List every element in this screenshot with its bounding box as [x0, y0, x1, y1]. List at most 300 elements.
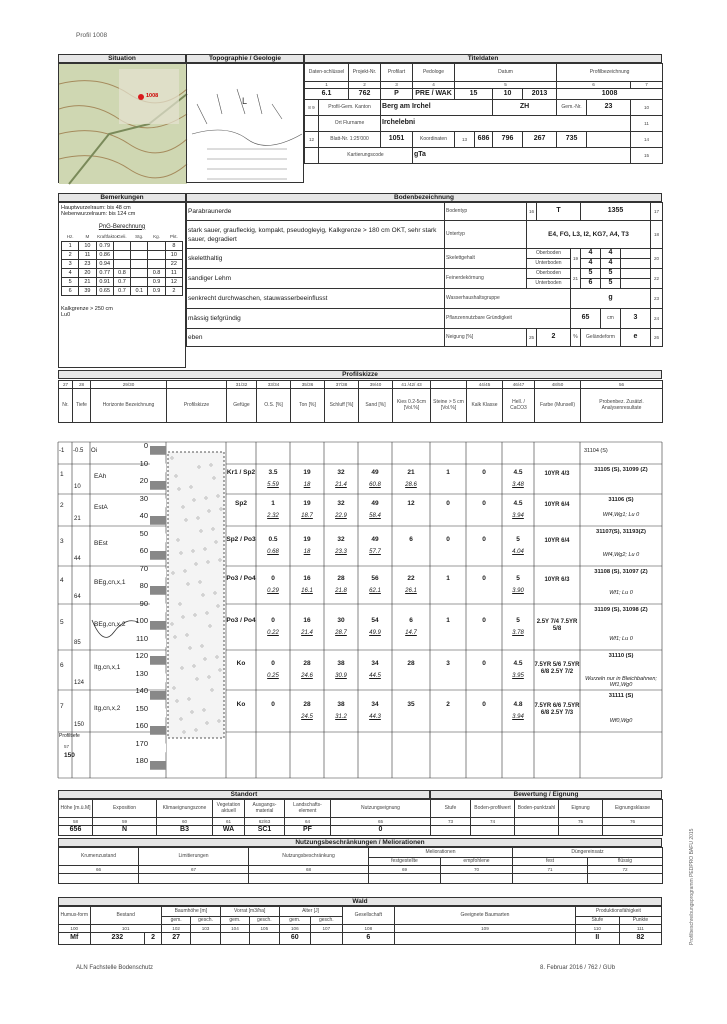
profil-head: Kies 0.2-5cm [Vol.%] [393, 389, 431, 423]
standort-v: 0 [331, 826, 431, 836]
bew-num: 74 [471, 818, 515, 826]
profiltiefe-label: Profiltiefe [59, 733, 80, 739]
pnd-cell [131, 251, 148, 260]
horizon-bez: BEst [94, 540, 108, 547]
num: 109 [395, 925, 576, 933]
horizon-probe: 31110 (S) [608, 653, 634, 659]
pnd-cell: 0.8 [113, 269, 130, 278]
scale-band [150, 551, 166, 560]
koord-3: 267 [523, 132, 557, 148]
num: 110 [575, 925, 619, 933]
oi-tiefe: -0.5 [73, 448, 84, 454]
scale-label: 80 [139, 581, 148, 590]
num: 25 [527, 329, 537, 347]
horizon-sand: 34 [371, 701, 379, 708]
pfl-class: 3 [621, 309, 651, 329]
num: 24 [651, 309, 663, 329]
horizon-schl: 32 [337, 536, 345, 543]
feinerde-label: Feinerdekörnung [445, 269, 527, 289]
neigung-label: Neigung [%] [445, 329, 527, 347]
pnd-cell: 0.91 [96, 278, 113, 287]
scale-band [150, 464, 166, 473]
pfl-unit: cm [601, 309, 621, 329]
horizon-ton-lab: 18.7 [301, 513, 313, 519]
scale-band [150, 604, 166, 613]
bew-num: 73 [431, 818, 471, 826]
nutz-num: 72 [588, 866, 663, 874]
horizon-ton-lab: 18 [303, 549, 311, 555]
th-empfohlen: empfohlene [441, 858, 513, 866]
bez-row7: eben [187, 329, 445, 347]
bez-row2: stark sauer, graufleckig, kompakt, pseudogleyig, Kalkgrenze > 180 cm OKT, sehr stark sauer, degradiert [187, 221, 445, 249]
profil-head-num: 29/30 [91, 381, 167, 389]
wald-bestand2: 2 [145, 933, 162, 945]
scale-band [150, 761, 166, 770]
horizon-ph-lab: 3.95 [512, 673, 524, 679]
scale-label: 140 [135, 686, 148, 695]
standort-h: Landschafts-element [285, 800, 331, 818]
bew-head: Boden-punktzahl [515, 800, 559, 818]
horizon-nr: 5 [60, 619, 64, 626]
svg-text:L: L [242, 96, 248, 106]
num: 108 [342, 925, 395, 933]
num: 17 [651, 203, 663, 221]
profil-head-num: 48/50 [535, 381, 581, 389]
horizon-sand-lab: 58.4 [369, 513, 381, 519]
wald-table [58, 906, 662, 945]
horizon-st: 1 [446, 575, 450, 582]
horizon-st: 0 [446, 536, 450, 543]
topo-sketch [186, 63, 304, 183]
num: 103 [191, 925, 220, 933]
horizon-probe: 31105 (S), 31099 (Z) [594, 467, 648, 473]
scale-band [150, 691, 166, 700]
pnd-cell: 8 [165, 242, 182, 251]
nutz-num: 70 [441, 866, 513, 874]
num: 12 [305, 132, 319, 148]
standort-n: 64 [285, 818, 331, 826]
num: 16 [527, 203, 537, 221]
bez-row4: sandiger Lehm [187, 269, 445, 289]
th-profilart: Profilart [381, 64, 413, 82]
wald-punkte: 82 [619, 933, 661, 945]
pnd-cell [113, 260, 130, 269]
wasser-value: g [571, 289, 651, 309]
horizon-farbe: 10YR 6/4 [544, 502, 570, 508]
bemerk-line2: Nebenwurzelraum: bis 124 cm [61, 211, 136, 218]
horizon-ph: 4.8 [513, 701, 523, 708]
bew-num: 75 [559, 818, 603, 826]
horizon-farbe: 7.5YR 6/6 7.5YR 6/8 2.5Y 7/3 [534, 703, 580, 716]
koord-4: 735 [557, 132, 587, 148]
skel-ub-1: 4 [581, 259, 601, 269]
blatt-label: Blatt-Nr. 1:25'000 [319, 132, 381, 148]
standort-v: SC1 [245, 826, 285, 836]
standort-v: B3 [157, 826, 213, 836]
profil-head-num: 46/47 [503, 381, 535, 389]
horizon-farbe: 7.5YR 5/6 7.5YR 6/8 2.5Y 7/2 [534, 662, 580, 675]
num: 102 [161, 925, 190, 933]
pnd-cell: 2 [165, 287, 182, 296]
horizon-ton: 16 [303, 575, 311, 582]
horizon-schl-lab: 31.2 [335, 714, 347, 720]
pnd-cell [131, 260, 148, 269]
profil-head: Profilskizze [167, 389, 227, 423]
horizon-os-lab: 2.32 [267, 513, 279, 519]
th-bestand: Bestand [90, 907, 161, 925]
horizon-gef: Ko [236, 701, 246, 708]
num: 3 [381, 82, 413, 89]
horizon-schl-lab: 21.4 [335, 482, 347, 488]
profil-head: Horizonte Bezeichnung [91, 389, 167, 423]
horizon-probe-note: Wf4,Wg2; Lu 0 [602, 552, 640, 558]
scale-band [150, 534, 166, 543]
horizon-ton: 28 [303, 701, 311, 708]
wald-alter: 60 [279, 933, 311, 945]
skel-ob-1: 4 [581, 249, 601, 259]
horizon-probe-note: Wf1; Lu 0 [609, 590, 633, 596]
gem-label: Profil-Gem. Kanton [319, 100, 381, 116]
profil-head: Kalk Klasse [467, 389, 503, 423]
horizon-ph-lab: 3.78 [512, 630, 524, 636]
horizon-bez: BEg,cn,x,1 [94, 579, 126, 586]
profil-head-num: 33/34 [257, 381, 291, 389]
bodenbez-header: Bodenbezeichnung [186, 193, 662, 202]
horizon-ton: 16 [303, 617, 311, 624]
scale-band [150, 639, 166, 648]
situation-map [58, 63, 186, 183]
pnd-cell: 11 [165, 269, 182, 278]
num: 104 [220, 925, 249, 933]
scale-band [150, 481, 166, 490]
wald-header: Wald [58, 897, 662, 906]
num: 107 [311, 925, 343, 933]
horizon-kies: 6 [409, 536, 413, 543]
titledata-table [304, 63, 663, 164]
standort-v: 656 [59, 826, 93, 836]
profil-head: Probenbez. Zusätzl. Analysenresultate [581, 389, 663, 423]
num: 2 [349, 82, 381, 89]
horizon-kies-lab: 26.1 [405, 588, 417, 594]
bodentyp-label: Bodentyp [445, 203, 527, 221]
pnd-cell [148, 251, 165, 260]
horizon-probe: 31106 (S) [608, 497, 634, 503]
horizon-probe-note: Wurzeln nur in Bleichbahnen; Wf1,Wg0 [585, 676, 657, 688]
pnd-cell [148, 242, 165, 251]
horizon-kies: 35 [407, 701, 415, 708]
horizon-os-lab: 0.68 [267, 549, 279, 555]
profil-body [58, 442, 662, 778]
profil-head-num: 41 /42/ 43 [393, 381, 431, 389]
num: 11 [631, 116, 663, 132]
scale-label: 60 [139, 546, 148, 555]
th-baumarten: Geeignete Baumarten [395, 907, 576, 925]
profil-head-table [58, 380, 663, 423]
th-gem: gem. [161, 917, 190, 925]
horizon-st: 1 [446, 617, 450, 624]
bez-row6: mässig tiefgründig [187, 309, 445, 329]
horizon-gef: Sp2 / Po3 [226, 536, 256, 543]
scale-label: 180 [135, 756, 148, 765]
scale-band [150, 674, 166, 683]
num: 13 [455, 132, 475, 148]
blatt-value: 1051 [381, 132, 413, 148]
horizon-tiefe: 124 [74, 680, 85, 686]
th-gesellschaft: Gesellschaft [342, 907, 395, 925]
standort-n: 65 [331, 818, 431, 826]
oberboden-label: Oberboden [527, 249, 571, 259]
pnd-cell [113, 251, 130, 260]
horizon-tiefe: 150 [74, 722, 85, 728]
bodenbez-table [186, 202, 663, 347]
profil-head: Gefüge [227, 389, 257, 423]
num: 7 [631, 82, 663, 89]
wasser-label: Wasserhaushaltsgruppe [445, 289, 571, 309]
bew-head: Eignungsklasse [603, 800, 663, 818]
sketch-column [168, 452, 224, 738]
horizon-st: 3 [446, 660, 450, 667]
horizon-tiefe: 64 [74, 594, 81, 600]
val-monat: 10 [493, 89, 523, 100]
pnd-cell: 2 [62, 251, 79, 260]
horizon-os: 0 [271, 701, 275, 708]
pnd-cell: 20 [79, 269, 96, 278]
horizon-os-lab: 0.22 [267, 630, 279, 636]
pnd-head: Stg. [135, 234, 144, 240]
horizon-schl-lab: 21.8 [335, 588, 347, 594]
num: 26 [651, 329, 663, 347]
bemerk-header: Bemerkungen [58, 193, 186, 202]
bew-num [515, 818, 559, 826]
standort-header: Standort [58, 790, 430, 799]
pnd-cell [148, 260, 165, 269]
horizon-kies: 28 [407, 660, 415, 667]
horizon-kalk: 0 [482, 701, 486, 708]
titledata-header: Titeldaten [304, 54, 662, 63]
profiltiefe-num: 57 [64, 744, 70, 749]
th-vorrat: Vorrat [m3/ha] [220, 907, 279, 917]
horizon-kies: 21 [407, 469, 415, 476]
num: 100 [59, 925, 91, 933]
horizon-ph: 5 [516, 575, 520, 582]
pfl-value: 65 [571, 309, 601, 329]
oi-bez: Oi [91, 448, 97, 454]
koord-1: 686 [475, 132, 493, 148]
num: 10 [631, 100, 663, 116]
scale-band [150, 499, 166, 508]
num: 21 [571, 269, 581, 289]
pnd-cell: 0.8 [148, 269, 165, 278]
horizon-ph-lab: 3.94 [512, 714, 524, 720]
nutz-num: 71 [513, 866, 588, 874]
horizon-kies: 12 [407, 500, 415, 507]
topo-drawing [187, 64, 305, 184]
gemnr-value: 23 [587, 100, 631, 116]
pnd-cell: 6 [62, 287, 79, 296]
scale-band [150, 726, 166, 735]
scale-label: 10 [139, 458, 148, 468]
pnd-cell: 1 [62, 242, 79, 251]
standort-table [58, 799, 431, 836]
pnd-head: Hz. [66, 234, 74, 240]
profil-head-num [431, 381, 467, 389]
koord-label: Koordinaten [413, 132, 455, 148]
num: 20 [651, 249, 663, 269]
horizon-nr: 1 [60, 471, 64, 478]
horizon-tiefe: 44 [74, 556, 81, 562]
horizon-bez: EstA [94, 504, 108, 511]
standort-h: Höhe [m.ü.M] [59, 800, 93, 818]
profil-head-num: 28 [73, 381, 91, 389]
num: 5 [455, 82, 557, 89]
th-fluessig: flüssig [588, 858, 663, 866]
nutz-num: 67 [139, 866, 249, 874]
horizon-gef: Ko [236, 660, 246, 667]
kart-label: Kartierungscode [319, 148, 413, 164]
horizon-ph: 4.5 [513, 469, 523, 476]
horizon-probe: 31111 (S) [608, 693, 634, 699]
profile-label: Profil 1008 [76, 32, 108, 39]
unterboden-label: Unterboden [527, 259, 571, 269]
horizon-ph-lab: 3.48 [512, 482, 524, 488]
scale-label: 20 [139, 476, 148, 485]
bew-num: 76 [603, 818, 663, 826]
horizon-sand: 49 [371, 469, 379, 476]
unterboden-label: Unterboden [527, 279, 571, 289]
pnd-head: Geli. [117, 234, 127, 240]
th-produktion: Produktionsfähigkeit [575, 907, 661, 917]
horizon-ton-lab: 21.4 [301, 630, 313, 636]
profil-head-num: 31/32 [227, 381, 257, 389]
fein-ub-2: 5 [601, 279, 621, 289]
bez-row5: senkrecht durchwaschen, stauwasserbeeinflusst [187, 289, 445, 309]
val-profilbezeichnung: 1008 [557, 89, 663, 100]
horizon-bez: EAh [94, 473, 107, 480]
horizon-os-lab: 0.29 [267, 588, 279, 594]
pfl-label: Pflanzennutzbare Gründigkeit [445, 309, 571, 329]
horizon-farbe: 2.5Y 7/4 7.5YR 5/8 [536, 619, 578, 632]
num: 14 [631, 132, 663, 148]
horizon-probe-note: Wf4,Wg1; Lu 0 [602, 512, 640, 518]
standort-v: N [93, 826, 157, 836]
pnd-cell: 0.77 [96, 269, 113, 278]
lu-value: Lu0 [61, 312, 71, 319]
gemnr-label: Gem.-Nr. [557, 100, 587, 116]
profil-head: Tiefe [73, 389, 91, 423]
standort-h: Exposition [93, 800, 157, 818]
wald-humus: Mf [59, 933, 91, 945]
th-fest: fest [513, 858, 588, 866]
profil-head-num: 56 [581, 381, 663, 389]
standort-n: 61 [213, 818, 245, 826]
horizon-schl: 38 [337, 660, 345, 667]
profil-head-num: 27 [59, 381, 73, 389]
kart-value: gTa [413, 148, 631, 164]
horizon-gef: Po3 / Po4 [226, 575, 256, 582]
horizon-ton-lab: 18 [303, 482, 311, 488]
scale-label: 110 [136, 633, 148, 643]
num: 105 [250, 925, 279, 933]
th-punkte: Punkte [619, 917, 661, 925]
horizon-bez: Itg,cn,x,1 [94, 664, 121, 671]
wald-hoehe: 27 [161, 933, 190, 945]
profil-head: Sand [%] [359, 389, 393, 423]
horizon-schl: 30 [337, 617, 345, 624]
th-gem: gem. [279, 917, 311, 925]
horizon-schl-lab: 30.9 [335, 673, 347, 679]
footer-right: 8. Februar 2016 / 762 / GUb [540, 965, 616, 971]
scale-band [150, 621, 166, 630]
pnd-cell: 0.86 [96, 251, 113, 260]
horizon-kalk: 0 [482, 469, 486, 476]
pnd-head: Pkt. [169, 234, 178, 240]
pnd-head: M [85, 234, 90, 240]
oberboden-label: Oberboden [527, 269, 571, 279]
fein-ob-2: 5 [601, 269, 621, 279]
horizon-tiefe: 85 [74, 640, 81, 646]
bemerk-line1: Hauptwurzelraum: bis 48 cm [61, 205, 131, 211]
side-note: Profilbeschreibungsprogramm PEDPRO BAFU 2015 [689, 828, 695, 945]
horizon-gef: Kr1 / Sp2 [226, 469, 256, 476]
th-projektnr: Projekt-Nr. [349, 64, 381, 82]
th-duenger: Düngereinsatz [513, 848, 663, 858]
profil-head: Hell. / CaCO3 [503, 389, 535, 423]
standort-h: Klimaeignungszone [157, 800, 213, 818]
th-profilbezeichnung: Profilbezeichnung [557, 64, 663, 82]
horizon-ton: 19 [303, 500, 311, 507]
horizon-ph-lab: 3.90 [512, 588, 524, 594]
horizon-kalk: 0 [482, 617, 486, 624]
horizon-tiefe: 10 [74, 484, 81, 490]
th-datum: Datum [455, 64, 557, 82]
th-pedologe: Pedologe [413, 64, 455, 82]
scale-band [150, 744, 166, 753]
val-profilart: P [381, 89, 413, 100]
ort-value: Irchelebni [381, 116, 631, 132]
pnd-cell: 23 [79, 260, 96, 269]
pnd-title: PnG-Berechnung [98, 223, 146, 230]
skel-ob-2: 4 [601, 249, 621, 259]
horizon-probe: 31108 (S), 31097 (Z) [594, 569, 648, 575]
th-nutzbeschr: Nutzungsbeschränkung [249, 848, 369, 866]
bew-head: Stufe [431, 800, 471, 818]
profil-grid [58, 442, 662, 778]
untertyp-value: E4, FG, L3, I2, KG7, A4, T3 [527, 221, 651, 249]
pnd-cell: 22 [165, 260, 182, 269]
pnd-cell: 0.9 [148, 278, 165, 287]
profil-head: Farbe (Munsell) [535, 389, 581, 423]
untertyp-label: Untertyp [445, 221, 527, 249]
horizon-schl: 38 [337, 701, 345, 708]
horizon-nr: 6 [60, 662, 64, 669]
horizon-farbe: 10YR 4/3 [544, 471, 570, 477]
pnd-cell [131, 269, 148, 278]
horizon-ton: 19 [303, 469, 311, 476]
horizon-os: 3.5 [268, 469, 278, 476]
bodentyp-value: T [537, 203, 581, 221]
pnd-cell: 4 [62, 269, 79, 278]
nutz-num: 69 [369, 866, 441, 874]
horizon-kalk: 0 [482, 660, 486, 667]
scale-label: 0 [143, 441, 148, 450]
horizon-farbe: 10YR 6/4 [544, 538, 570, 544]
scale-label: 130 [135, 668, 148, 678]
horizon-st: 1 [446, 469, 450, 476]
neigung-value: 2 [537, 329, 571, 347]
horizon-sand: 49 [371, 500, 379, 507]
profil-head-num: 44/45 [467, 381, 503, 389]
horizon-os-lab: 0.25 [267, 673, 279, 679]
